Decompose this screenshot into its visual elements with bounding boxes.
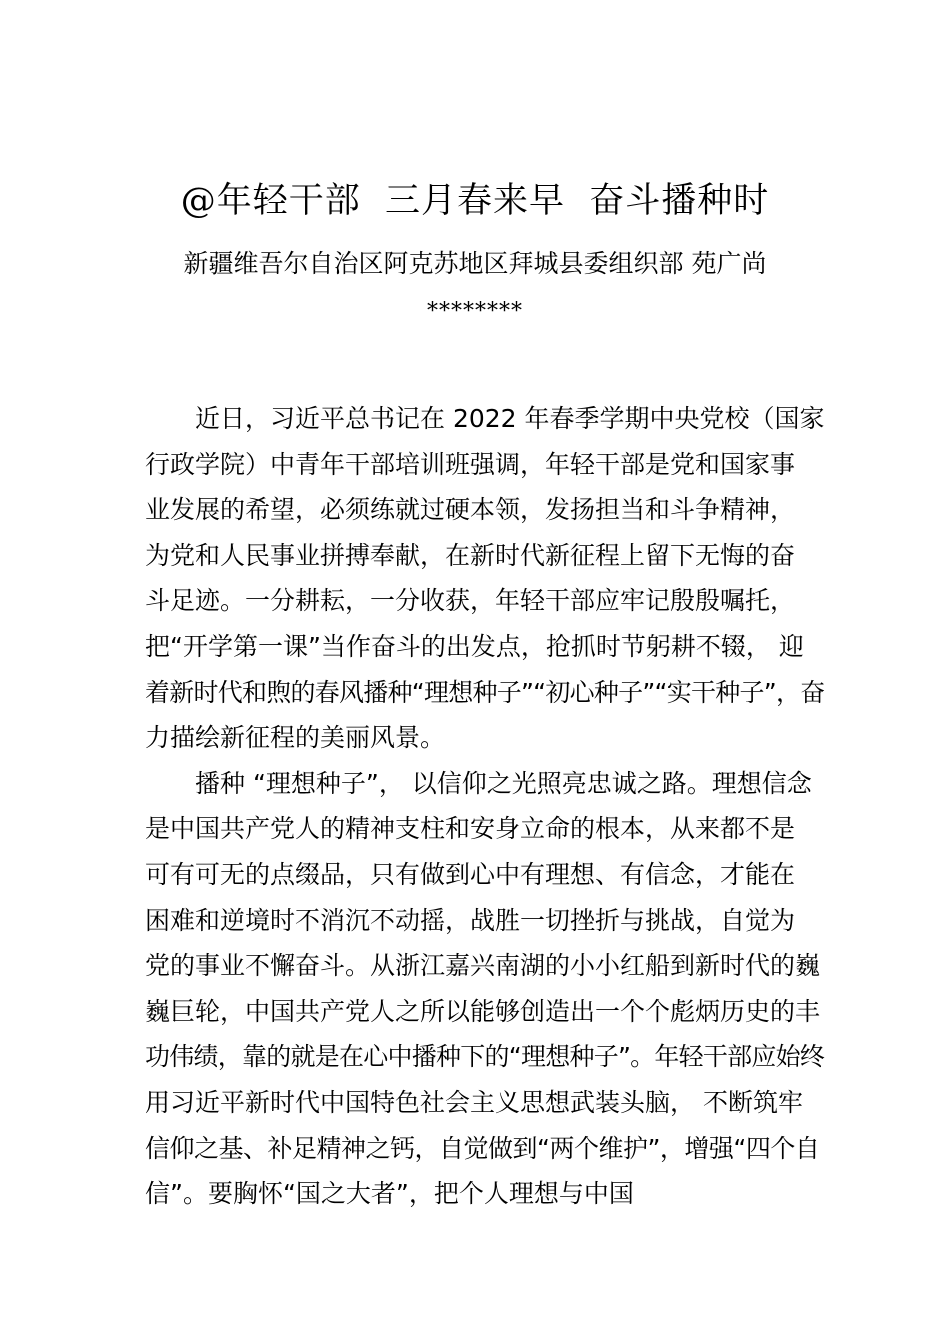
body-line: 是中国共产党人的精神支柱和安身立命的根本，从来都不是: [145, 814, 796, 844]
body-line: 播种 “理想种子”， 以信仰之光照亮忠诚之路。理想信念: [195, 768, 812, 798]
article-body: [145, 396, 825, 1217]
body-line: 信”。要胸怀“国之大者”，把个人理想与中国: [145, 1179, 634, 1209]
body-line: 为党和人民事业拼搏奉献，在新时代新征程上留下无悔的奋: [145, 540, 796, 570]
body-line: 近日，习近平总书记在 2022 年春季学期中央党校（国家: [195, 404, 825, 433]
body-line: 力描绘新征程的美丽风景。: [145, 723, 446, 753]
body-line: 斗足迹。一分耕耘，一分收获，年轻干部应牢记殷殷嘱托，: [145, 586, 796, 616]
body-line: 业发展的希望，必须练就过硬本领，发扬担当和斗争精神，: [145, 495, 796, 525]
body-line: 信仰之基、补足精神之钙，自觉做到“两个维护”，增强“四个自: [145, 1133, 820, 1163]
body-line: 功伟绩，靠的就是在心中播种下的“理想种子”。年轻干部应始终: [145, 1042, 825, 1072]
body-line: 可有可无的点缀品，只有做到心中有理想、有信念，才能在: [145, 859, 796, 889]
body-line: 行政学院）中青年干部培训班强调，年轻干部是党和国家事: [145, 449, 796, 479]
body-line: 用习近平新时代中国特色社会主义思想武装头脑， 不断筑牢: [145, 1087, 803, 1117]
separator: ********: [427, 299, 523, 324]
body-line: 着新时代和煦的春风播种“理想种子”“初心种子”“实干种子”，奋: [145, 677, 825, 707]
body-line: 困难和逆境时不消沉不动摇，战胜一切挫折与挑战，自觉为: [145, 905, 796, 935]
body-line: 把“开学第一课”当作奋斗的出发点，抢抓时节躬耕不辍， 迎: [145, 631, 804, 661]
body-line: 党的事业不懈奋斗。从浙江嘉兴南湖的小小红船到新时代的巍: [145, 951, 821, 981]
author-line: 新疆维吾尔自治区阿克苏地区拜城县委组织部 苑广尚: [183, 249, 767, 278]
body-line: 巍巨轮，中国共产党人之所以能够创造出一个个彪炳历史的丰: [145, 996, 821, 1026]
article-title: @年轻干部 三月春来早 奋斗播种时: [180, 181, 770, 221]
